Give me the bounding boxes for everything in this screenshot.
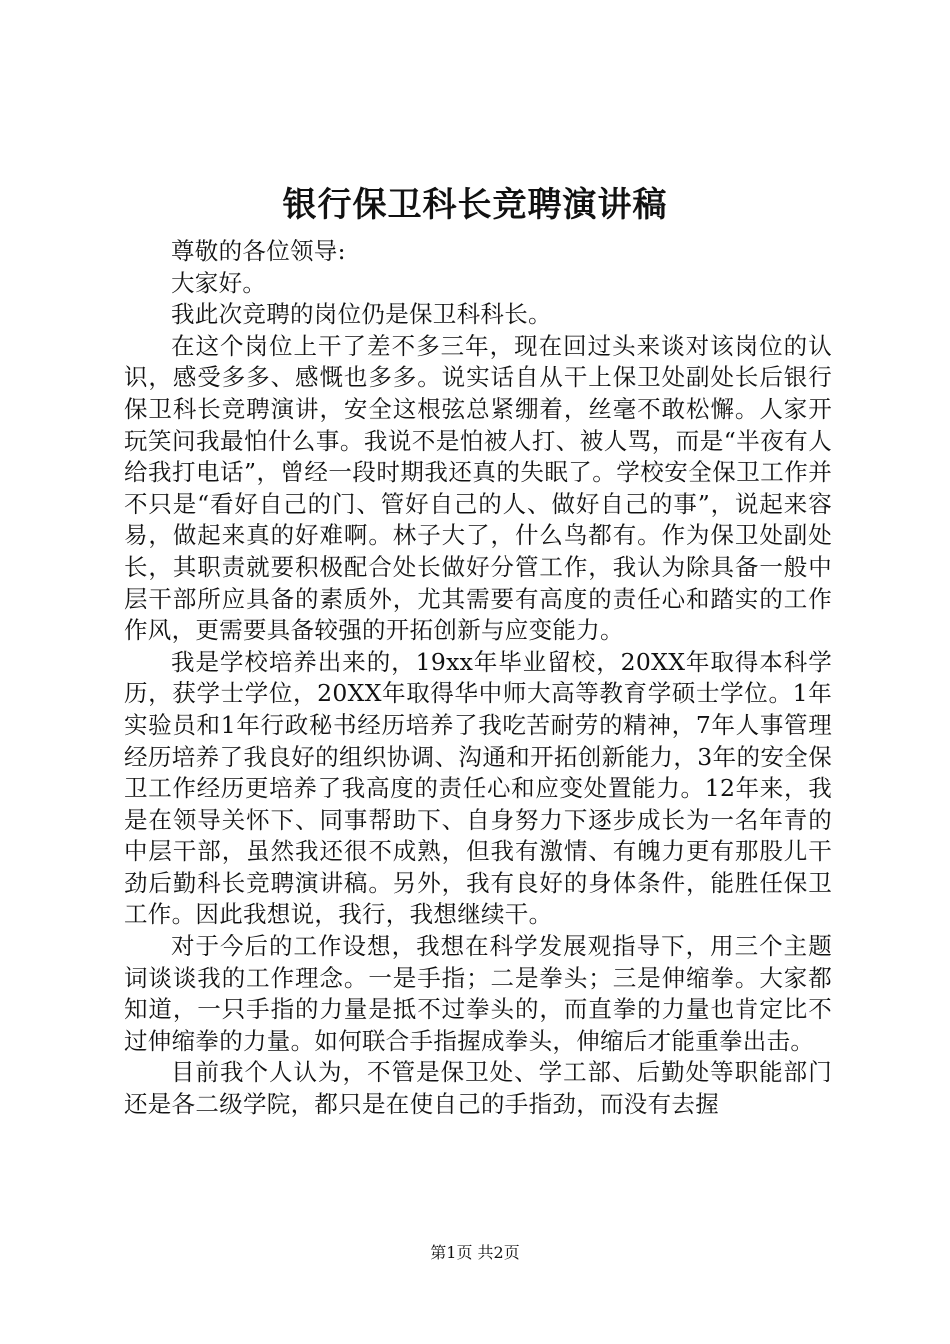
body-paragraph: 在这个岗位上干了差不多三年，现在回过头来谈对该岗位的认识，感受多多、感慨也多多。说实话自从干上保卫处副处长后银行保卫科长竞聘演讲，安全这根弦总紧绷着，丝毫不敢松懈。人家开玩笑问我最怕什么事。我说不是怕被人打、被人骂，而是“半夜有人给我打电话”，曾经一段时期我还真的失眠了。学校安全保卫工作并不只是“看好自己的门、管好自己的人、做好自己的事”，说起来容易，做起来真的好难啊。林子大了，什么鸟都有。作为保卫处副处长，其职责就要积极配合处长做好分管工作，我认为除具备一般中层干部所应具备的素质外，尤其需要有高度的责任心和踏实的工作作风，更需要具备较强的开拓创新与应变能力。 — [124, 331, 832, 645]
body-paragraph: 我此次竞聘的岗位仍是保卫科科长。 — [171, 300, 552, 329]
page-footer: 第1页 共2页 — [430, 1243, 520, 1262]
document-title: 银行保卫科长竞聘演讲稿 — [282, 185, 668, 225]
greeting: 大家好。 — [171, 268, 267, 297]
salutation: 尊敬的各位领导: — [171, 237, 346, 265]
body-paragraph: 对于今后的工作设想，我想在科学发展观指导下，用三个主题词谈谈我的工作理念。一是手指；二是拳头；三是伸缩拳。大家都知道，一只手指的力量是抵不过拳头的，而直拳的力量也肯定比不过伸缩拳的力量。如何联合手指握成拳头，伸缩后才能重拳出击。 — [124, 932, 832, 1055]
body-paragraph: 我是学校培养出来的，19xx年毕业留校，20XX年取得本科学历，获学士学位，20XX年取得华中师大高等教育学硕士学位。1年实验员和1年行政秘书经历培养了我吃苦耐劳的精神，7年人事管理经历培养了我良好的组织协调、沟通和开拓创新能力，3年的安全保卫工作经历更培养了我高度的责任心和应变处置能力。12年来，我是在领导关怀下、同事帮助下、自身努力下逐步成长为一名年青的中层干部，虽然我还很不成熟，但我有激情、有魄力更有那股儿干劲后勤科长竞聘演讲稿。另外，我有良好的身体条件，能胜任保卫工作。因此我想说，我行，我想继续干。 — [124, 647, 832, 929]
document-body — [124, 236, 832, 1121]
body-paragraph: 目前我个人认为，不管是保卫处、学工部、后勤处等职能部门还是各二级学院，都只是在使自己的手指劲，而没有去握 — [124, 1058, 832, 1119]
